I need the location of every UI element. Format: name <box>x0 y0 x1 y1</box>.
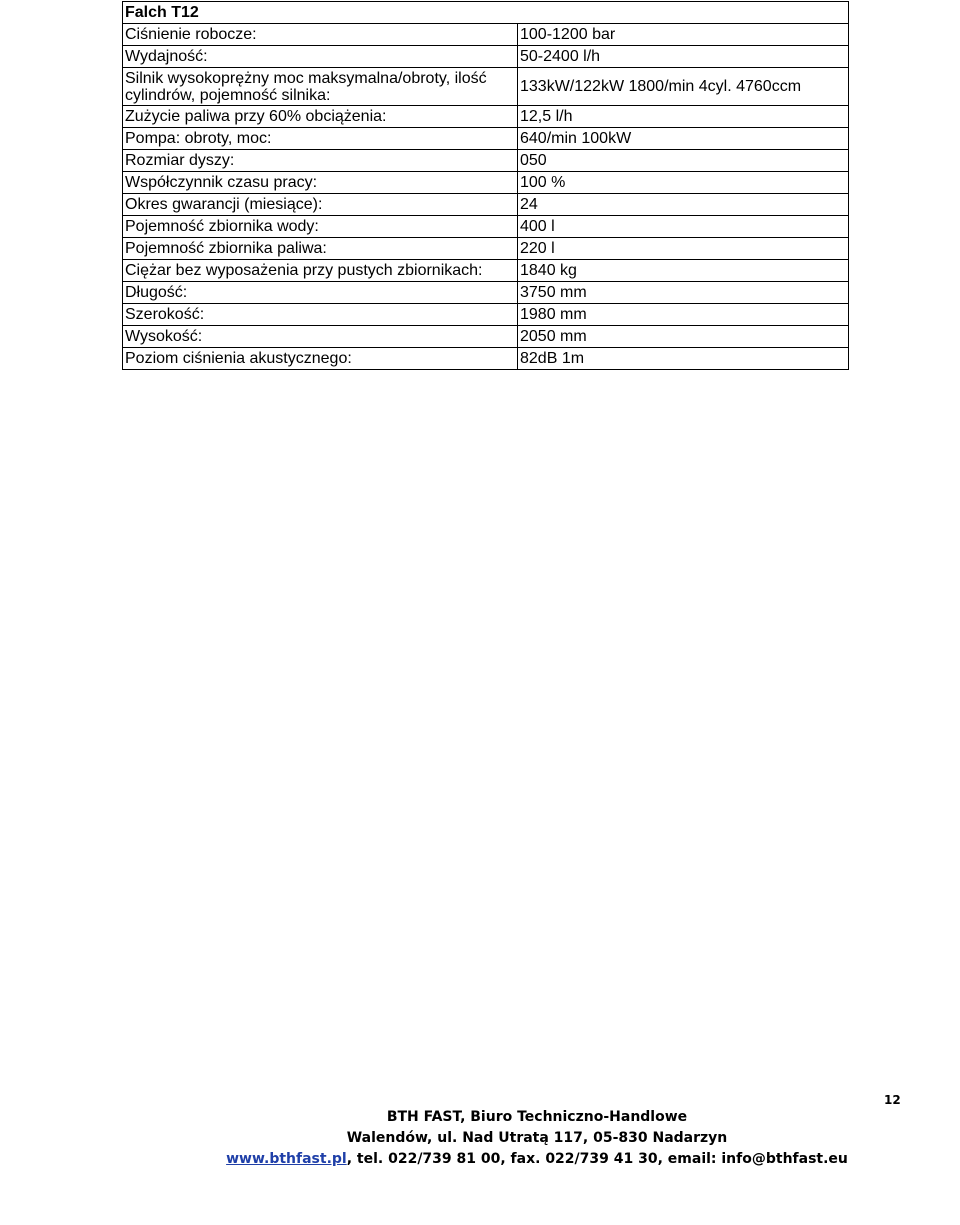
row-label: Współczynnik czasu pracy: <box>123 172 518 194</box>
row-label: Pojemność zbiornika wody: <box>123 216 518 238</box>
table-row <box>123 194 849 216</box>
row-label: Okres gwarancji (miesiące): <box>123 194 518 216</box>
table-row <box>123 128 849 150</box>
row-label: Poziom ciśnienia akustycznego: <box>123 348 518 370</box>
table-row <box>123 68 849 106</box>
row-value: 100 % <box>518 172 849 194</box>
row-value: 1980 mm <box>518 304 849 326</box>
spec-table-title: Falch T12 <box>123 2 849 24</box>
row-value: 220 l <box>518 238 849 260</box>
table-row <box>123 46 849 68</box>
table-row <box>123 238 849 260</box>
row-label: Rozmiar dyszy: <box>123 150 518 172</box>
row-label: Ciężar bez wyposażenia przy pustych zbiornikach: <box>123 260 518 282</box>
row-label: Pojemność zbiornika paliwa: <box>123 238 518 260</box>
row-value: 050 <box>518 150 849 172</box>
row-value: 50-2400 l/h <box>518 46 849 68</box>
row-value: 133kW/122kW 1800/min 4cyl. 4760ccm <box>518 68 849 106</box>
row-label: Ciśnienie robocze: <box>123 24 518 46</box>
row-value: 82dB 1m <box>518 348 849 370</box>
row-value: 24 <box>518 194 849 216</box>
spec-table-title-row <box>123 2 849 24</box>
page-footer <box>0 1107 960 1170</box>
spec-table-body <box>123 2 849 370</box>
table-row <box>123 172 849 194</box>
row-label: Wydajność: <box>123 46 518 68</box>
row-value: 640/min 100kW <box>518 128 849 150</box>
table-row <box>123 150 849 172</box>
row-label: Zużycie paliwa przy 60% obciążenia: <box>123 106 518 128</box>
footer-company-name: BTH FAST, Biuro Techniczno-Handlowe <box>386 1109 688 1125</box>
table-row <box>123 282 849 304</box>
row-label: Wysokość: <box>123 326 518 348</box>
row-label: Silnik wysokoprężny moc maksymalna/obroty, ilość cylindrów, pojemność silnika: <box>123 68 518 106</box>
spec-table <box>122 1 849 370</box>
table-row <box>123 260 849 282</box>
row-label: Pompa: obroty, moc: <box>123 128 518 150</box>
page-number: 12 <box>884 1093 901 1107</box>
row-value: 2050 mm <box>518 326 849 348</box>
table-row <box>123 348 849 370</box>
table-row <box>123 216 849 238</box>
table-row <box>123 304 849 326</box>
table-row <box>123 106 849 128</box>
row-value: 3750 mm <box>518 282 849 304</box>
table-row <box>123 24 849 46</box>
footer-website-link[interactable]: www.bthfast.pl <box>226 1151 347 1167</box>
footer-contact-details: , tel. 022/739 81 00, fax. 022/739 41 30, email: info@bthfast.eu <box>346 1151 848 1167</box>
footer-address: Walendów, ul. Nad Utratą 117, 05-830 Nadarzyn <box>346 1130 728 1146</box>
row-value: 400 l <box>518 216 849 238</box>
row-label: Długość: <box>123 282 518 304</box>
row-value: 100-1200 bar <box>518 24 849 46</box>
row-value: 12,5 l/h <box>518 106 849 128</box>
row-label: Szerokość: <box>123 304 518 326</box>
row-value: 1840 kg <box>518 260 849 282</box>
footer-contact-line <box>0 1149 960 1170</box>
table-row <box>123 326 849 348</box>
